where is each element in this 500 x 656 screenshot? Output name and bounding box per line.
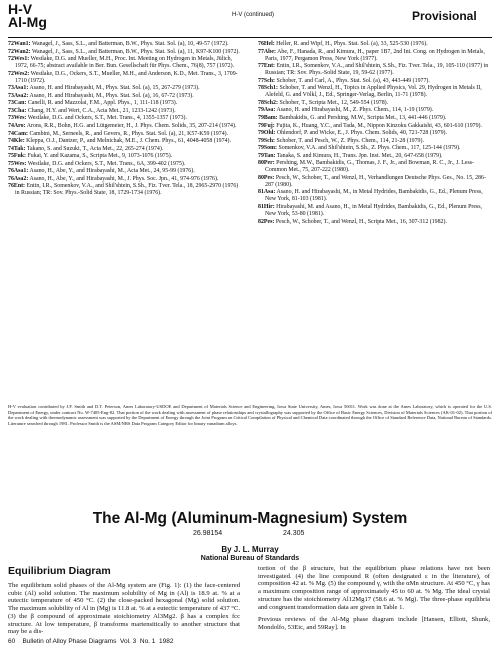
reference-text: Chang, H.Y. and Wert, C.A., Acta Met., 21, 1233-1242 (1973).	[27, 107, 176, 114]
reference-text: Schober, T. and Wenzl, H., Topics in Applied Physics, Vol. 29, Hydrogen in Metals II, Alefeld, G. and Völkl, J., Ed., Springer-Verlag, Berlin, 11-71 (1978).	[265, 85, 482, 99]
article-author: By J. L. Murray	[221, 545, 279, 554]
reference-key: 78Sch2:	[258, 99, 278, 106]
reference-key: 79Fuj:	[258, 122, 275, 129]
system-label: H-V Al-Mg	[8, 1, 47, 30]
reference-text: Somenkov, V.A. and Shil'shtein, S.Sh., Z. Phys. Chem., 117, 125-144 (1979).	[278, 145, 461, 152]
references-right-column	[258, 41, 492, 226]
reference-key: 79Sch:	[258, 137, 276, 144]
reference-entry	[8, 71, 242, 85]
reference-key: 81Hir:	[258, 204, 275, 211]
reference-text: Westlake, D.G., Ockers, S.T., Mueller, M.H., and Anderson, K.D., Met. Trans., 3, 1709-1710 (1972).	[15, 70, 238, 84]
reference-entry	[258, 175, 492, 189]
reference-key: 73Can:	[8, 100, 27, 107]
running-title: H-V (continued)	[232, 12, 275, 18]
reference-key: 77Sch:	[258, 77, 276, 84]
reference-entry	[8, 100, 242, 107]
reference-entry	[8, 93, 242, 100]
reference-text: Tanaka, S. and Kimura, H., Trans. Jpn. Inst. Met., 20, 647-658 (1979).	[276, 152, 443, 159]
reference-key: 77Ent:	[258, 63, 276, 70]
reference-text: Pershing, M.W., Bambakidis, G., Thomas, J. F., Jr., and Bowman, R. C., Jr., J. Less-Common Met., 75, 207-222 (1980).	[265, 160, 475, 174]
reference-entry	[258, 63, 492, 77]
atomic-weight-aluminum: 26.98154	[193, 530, 223, 537]
reference-text: Canelli, R. and Mazzolai, F.M., Appl. Phys., 1, 111-118 (1973).	[27, 100, 178, 107]
reference-entry	[258, 115, 492, 122]
reference-key: 79Som:	[258, 145, 277, 152]
reference-text: Schober, T. and Pesch, W., Z. Phys. Chem., 114, 21-28 (1979).	[276, 137, 424, 144]
reference-entry	[8, 85, 242, 92]
reference-key: 74Aro:	[8, 123, 26, 130]
reference-entry	[8, 115, 242, 122]
reference-entry	[8, 108, 242, 115]
reference-text: Schober, T., Scripta Met., 12, 549-554 (1978).	[279, 99, 389, 106]
reference-entry	[258, 138, 492, 145]
reference-entry	[8, 176, 242, 183]
reference-entry	[8, 161, 242, 168]
reference-entry	[258, 189, 492, 203]
reference-key: 75Wes:	[8, 160, 27, 167]
reference-text: Abe, F., Hanada, R., and Kimura, H., paper 1B7, 2nd Int. Cong. on Hydrogen in Metals, Paris, 1977, Pergamon Press, New York (1977).	[265, 48, 485, 62]
reference-text: Wanagel, J., Sass, S.L., and Batterman, B.W., Phys. Stat. Sol. (a), 10, 49-57 (1972).	[31, 41, 229, 47]
reference-key: 73Cha:	[8, 107, 27, 114]
reference-entry	[8, 41, 242, 48]
reference-text: Pesch, W., Schober, T., and Wenzl, H., Verhandlungen Deutsche Phys. Ges., No. 15, 286-287 (1980).	[265, 174, 486, 188]
reference-key: 79Ohl:	[258, 130, 276, 137]
reference-key: 80Per:	[258, 160, 275, 167]
reference-text: Asano, H. and Hirabayashi, M., Phys. Stat. Sol. (a), 15, 267-279 (1973).	[29, 85, 200, 92]
reference-text: Westlake, D.G. and Mueller, M.H., Proc. Int. Meeting on Hydrogen in Metals, Jülich, 1972, 66-75; abstract available in Ber. Bun. Gesellschaft für Phys. Chem., 76(8), 757 (1972).	[15, 56, 235, 70]
reference-text: Hirabayashi, M. and Asano, H., in Metal Hydrides, Bambakidis, G., Ed., Plenum Press, New York, 53-80 (1981).	[265, 204, 482, 218]
body-left-column	[8, 582, 240, 636]
reference-text: Fukai, Y. and Kazama, S., Scripta Met., 9, 1073-1076 (1975).	[27, 153, 173, 160]
reference-text: Heller, R. and Wipf, H., Phys. Stat. Sol. (a), 33, 525-530 (1976).	[276, 41, 428, 47]
reference-key: 76Asa1:	[8, 168, 29, 175]
references-left-column	[8, 41, 242, 198]
section-heading: Equilibrium Diagram	[8, 565, 111, 577]
reference-text: Pesch, W., Schober, T., and Wenzl, H., Scripta Met., 16, 307-312 (1982).	[275, 218, 447, 225]
reference-key: 79Tan:	[258, 152, 276, 159]
provisional-label: Provisional	[412, 9, 477, 23]
reference-entry	[258, 78, 492, 85]
reference-text: Kleppa, O.J., Dantzer, P., and Melnichak, M.E., J. Chem. Phys., 61, 4048-4058 (1974).	[26, 138, 231, 145]
reference-entry	[258, 100, 492, 107]
reference-entry	[8, 153, 242, 160]
reference-key: 78Sch1:	[258, 85, 278, 92]
reference-entry	[8, 146, 242, 153]
author-affiliation: National Bureau of Standards	[200, 555, 300, 562]
reference-text: Asano, H., Abe, Y., and Hirabayashi, M., Acta Met., 24, 95-99 (1976).	[29, 168, 195, 175]
reference-text: Westlake, D.G. and Ockers, S.T., Met. Trans., 4, 1355-1357 (1973).	[27, 115, 187, 122]
reference-key: 79Bam:	[258, 114, 278, 121]
reference-text: Asano, H. and Hirabayashi, M., Phys. Stat. Sol. (a), 16, 67-72 (1973).	[29, 92, 194, 99]
reference-entry	[8, 138, 242, 145]
body-paragraph: Previous reviews of the Al-Mg phase diagram include [Hansen, Elliott, Shunk, Mondolfo, 53Eic, and 59Ray]. In	[258, 616, 490, 631]
reference-key: 76Asa2:	[8, 175, 29, 182]
reference-entry	[258, 219, 492, 226]
reference-entry	[258, 130, 492, 137]
reference-entry	[8, 131, 242, 138]
reference-entry	[8, 168, 242, 175]
body-right-column	[258, 565, 490, 637]
reference-text: Arons, R.R., Bohn, H.G. and Lütgemeier, H., J. Phys. Chem. Solids, 35, 207-214 (1974).	[26, 123, 237, 130]
reference-key: 73Asa1:	[8, 85, 29, 92]
reference-key: 81Asa:	[258, 189, 276, 196]
reference-text: Takano, S. and Suzuki, T., Acta Met., 22, 265-274 (1974).	[26, 145, 164, 152]
reference-key: 72Wes2:	[8, 70, 30, 77]
reference-text: Bambakidis, G. and Pershing, M.W., Scripta Met., 13, 441-446 (1979).	[279, 114, 447, 121]
reference-key: 73Wes:	[8, 115, 27, 122]
reference-text: Westlake, D.G. and Ockers, S.T., Met. Trans., 6A, 399-402 (1975).	[27, 160, 186, 167]
reference-entry	[8, 123, 242, 130]
reference-key: 79Asa:	[258, 107, 276, 114]
reference-key: 72Wan1:	[8, 41, 31, 47]
reference-entry	[258, 41, 492, 48]
reference-key: 72Wes1:	[8, 56, 30, 63]
body-paragraph: The equilibrium solid phases of the Al-Mg system are (Fig. 1): (1) the face-centered cubic (Al) solid solution. The maximum solubility of Mg in (Al) is 18.9 at. % at a eutectic temperature of 450 °C. (2) the close-packed hexagonal (Mg) solid solution. The maximum solubility of Al in (Mg) is 11.8 at. % at a eutectic temperature of 437 °C. (3) the β compound of approximate stoichiometry Al3Mg2. β has a complex fcc structure. At low temperature, β transforms martensitically to another structure that may be a dis-	[8, 582, 240, 636]
reference-key: 73Asa2:	[8, 92, 29, 99]
reference-entry	[258, 160, 492, 174]
reference-key: 72Wan2:	[8, 48, 31, 55]
reference-text: Entin, I.R., Somenkov, V.A., and Shil'shtein, S.Sh., Fiz. Tver. Tela., 19, 105-110 (1977) in Russian; TR: Sov. Phys.-Solid State, 19, 59-62 (1977).	[265, 63, 489, 77]
reference-text: Wanagel, J., Sass, S.L., and Batterman, B.W., Phys. Stat. Sol. (a), 11, K97-K100 (1972).	[31, 48, 240, 55]
reference-key: 74Cam:	[8, 130, 28, 137]
reference-entry	[258, 49, 492, 63]
reference-text: Ohlendorf, P. and Wicke, E., J. Phys. Chem. Solids, 40, 721-728 (1979).	[276, 130, 447, 137]
atomic-weight-magnesium: 24.305	[283, 530, 305, 537]
reference-key: 74Kle:	[8, 138, 25, 145]
reference-text: Asano, H., Abe, Y., and Hirabayashi, M., J. Phys. Soc. Jpn., 41, 974-976 (1976).	[29, 175, 219, 182]
body-paragraph: tortion of the β structure, but the equilibrium phase relations have not been investigated. (4) the line compound R (often designated ε in the literature), of composition 42 at. % Mg. (5) the compound γ, with the αMn structure. At 450 °C, γ has a maximum composition range of approximately 45 to 60 at. % Mg. The ideal crystal structure has the stoichiometry Al12Mg17 (58.6 at. % Mg). The three-phase equilibria and congruent transformation data are given in Table 1.	[258, 565, 490, 611]
reference-entry	[8, 183, 242, 197]
reference-key: 75Fuk:	[8, 153, 27, 160]
reference-entry	[258, 153, 492, 160]
page-footer: 60 Bulletin of Alloy Phase Diagrams Vol. 3 No. 1 1982	[8, 638, 174, 645]
reference-key: 82Pes:	[258, 218, 275, 225]
reference-text: Asano, H. and Hirabayashi, M., Z. Phys. Chem., 114, 1-19 (1979).	[276, 107, 434, 114]
reference-key: 77Abe:	[258, 48, 276, 55]
reference-entry	[258, 204, 492, 218]
reference-entry	[258, 145, 492, 152]
evaluation-credit: H-V evaluation contributed by J.F. Smith and D.T. Peterson, Ames Laboratory-USDOE and Department of Materials Science and Engineering, Iowa State University, Ames, Iowa 50011. Work was done at the Ames Laboratory, which is operated for the U.S. Department of Energy, under contract No. W-7405-Eng-82. That portion of the work dealing with assessment of phase relationships and crystallography was supported by the Office of Basic Energy Sciences, Division of Materials Sciences (AK-01-02). That portion of the work dealing with thermodynamic assessment was supported by the Department of Energy through the Joint Program on Critical Compilation of Physical and Chemical Data coordinated through the Office of Standard Reference Data, National Bureau of Standards. Literature searched through 1981. Professor Smith is the ASM/NBS Data Program Category Editor for binary vanadium alloys.	[8, 404, 492, 426]
reference-key: 76Ent:	[8, 183, 26, 190]
reference-entry	[258, 123, 492, 130]
reference-entry	[258, 85, 492, 99]
article-title: The Al-Mg (Aluminum-Magnesium) System	[92, 510, 408, 527]
reference-key: 80Pes:	[258, 174, 275, 181]
reference-entry	[8, 56, 242, 70]
header-rule	[8, 37, 492, 38]
reference-key: 76Hel:	[258, 41, 275, 47]
reference-text: Cambini, M., Serneels, R., and Gevers, R., Phys. Stat. Sol. (a), 21, K57-K59 (1974).	[29, 130, 229, 137]
reference-text: Schober, T. and Carl, A., Phys. Stat. Sol. (a), 43, 443-449 (1977).	[276, 77, 430, 84]
reference-text: Asano, H. and Hirabayashi, M., in Metal Hydrides, Bambakidis, G., Ed., Plenum Press, New York, 81-103 (1981).	[265, 189, 483, 203]
reference-text: Entin, I.R., Somenkov, V.A., and Shil'shtein, S.Sh., Fiz. Tver. Tela., 18, 2965-2970 (1976) in Russian; TR: Sov. Phys.-Solid State, 18, 1729-1734 (1976).	[15, 183, 239, 197]
reference-text: Fujita, K., Huang, Y.C., and Tada, M., Nippon Kinzoku Gakkaishi, 43, 601-610 (1979).	[276, 122, 482, 129]
reference-key: 74Tak:	[8, 145, 26, 152]
reference-entry	[258, 107, 492, 114]
reference-entry	[8, 49, 242, 56]
